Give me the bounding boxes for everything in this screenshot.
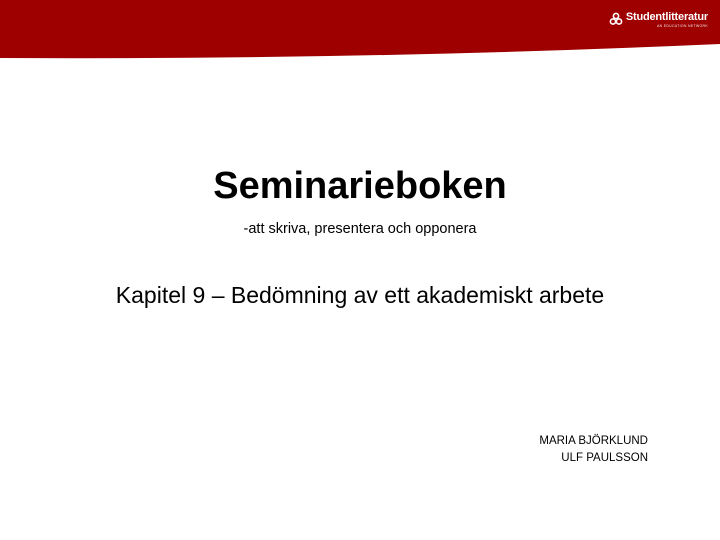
slide-subtitle: -att skriva, presentera och opponera xyxy=(243,221,477,237)
header-wave xyxy=(0,0,720,60)
author-name: MARIA BJÖRKLUND xyxy=(539,435,648,447)
header-band xyxy=(0,0,720,60)
publisher-logo xyxy=(609,12,708,29)
author-list xyxy=(539,433,648,467)
publisher-tagline: AN EDUCATION NETWORK xyxy=(656,24,708,28)
chapter-heading: Kapitel 9 – Bedömning av ett akademiskt arbete xyxy=(115,282,605,308)
publisher-logo-mark-icon xyxy=(609,12,623,26)
publisher-name: Studentlitteratur xyxy=(625,11,708,23)
author-name: ULF PAULSSON xyxy=(561,452,648,464)
slide-title: Seminarieboken xyxy=(213,165,507,207)
